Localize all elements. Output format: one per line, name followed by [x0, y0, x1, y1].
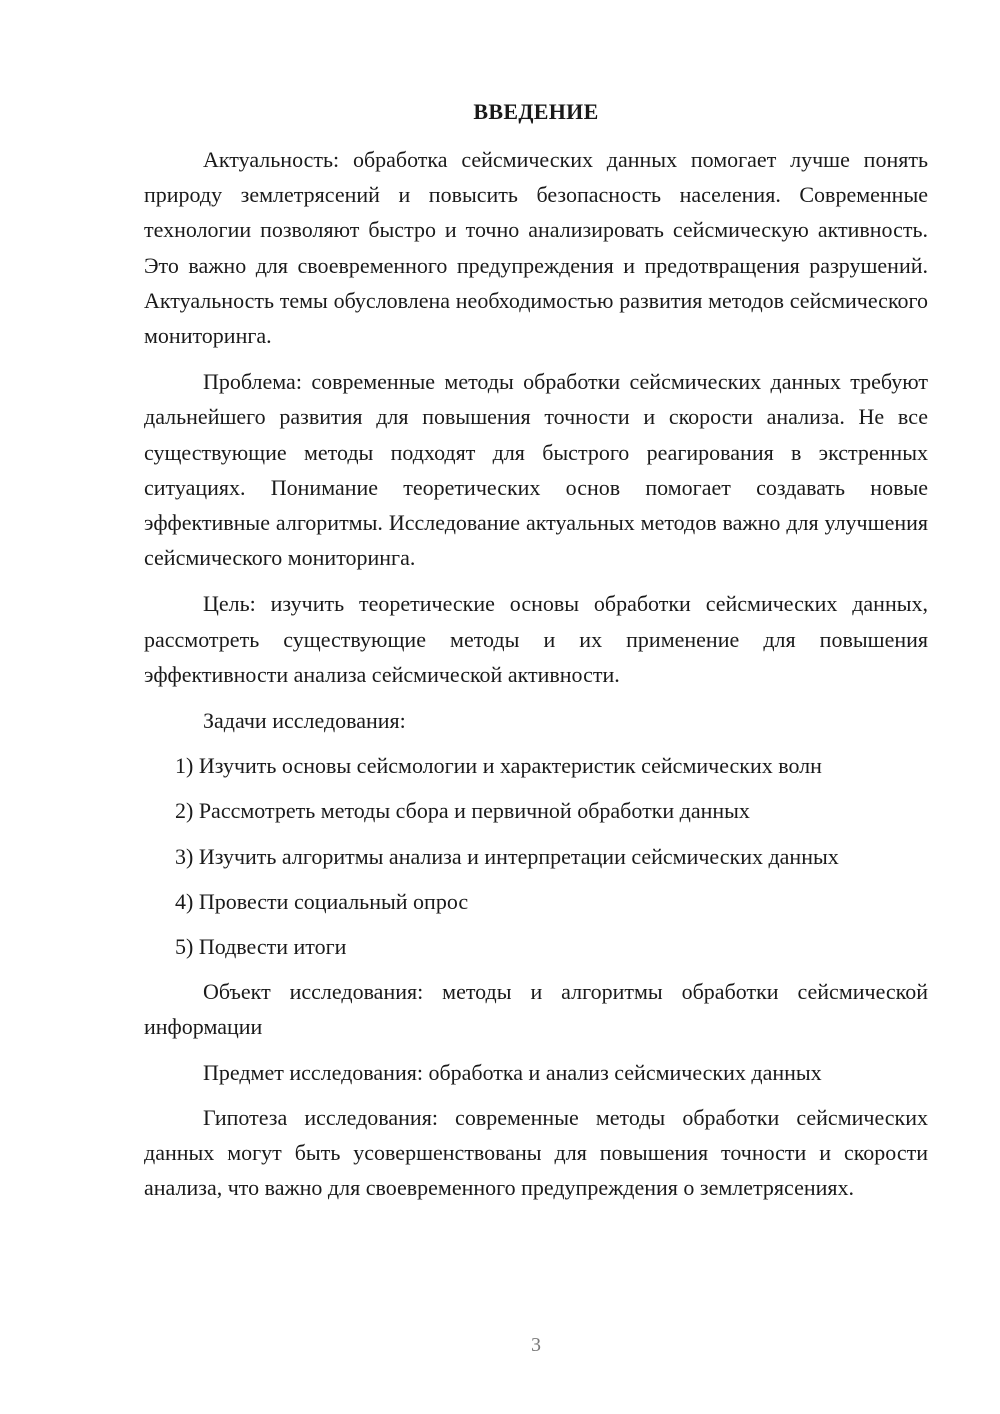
tasks-heading: Задачи исследования: — [203, 708, 406, 734]
paragraph-subject: Предмет исследования: обработка и анализ сейсмических данных — [203, 1059, 822, 1085]
list-item: 5) Подвести итоги — [175, 934, 347, 960]
paragraph-relevance: Актуальность: обработка сейсмических данных помогает лучше понять природу землетрясений и повысить безопасность населения. Современные технологии позволяют быстро и точно анализировать сейсмическую активность. Это важно для своевременного предупреждения и предотвращения разрушений. Актуальность темы обусловлена необходимостью развития методов сейсмического мониторинга. — [144, 147, 928, 349]
paragraph-hypothesis: Гипотеза исследования: современные методы обработки сейсмических данных могут быть усовершенствованы для повышения точности и скорости анализа, что важно для своевременного предупреждения о землетрясениях. — [144, 1104, 928, 1201]
tasks-list — [144, 748, 928, 964]
paragraph-problem: Проблема: современные методы обработки сейсмических данных требуют дальнейшего развития для повышения точности и скорости анализа. Не все существующие методы подходят для быстрого реагирования в экстренных ситуациях. Понимание теоретических основ помогает создавать новые эффективные алгоритмы. Исследование актуальных методов важно для улучшения сейсмического мониторинга. — [144, 369, 928, 571]
list-item: 4) Провести социальный опрос — [175, 888, 469, 914]
list-item: 1) Изучить основы сейсмологии и характеристик сейсмических волн — [175, 753, 822, 779]
paragraph-object: Объект исследования: методы и алгоритмы обработки сейсмической информации — [144, 979, 928, 1040]
list-item: 3) Изучить алгоритмы анализа и интерпретации сейсмических данных — [175, 843, 839, 869]
page-title: ВВЕДЕНИЕ — [473, 99, 599, 124]
paragraph-goal: Цель: изучить теоретические основы обработки сейсмических данных, рассмотреть существующие методы и их применение для повышения эффективности анализа сейсмической активности. — [144, 591, 928, 687]
page-content — [144, 94, 928, 1205]
list-item: 2) Рассмотреть методы сбора и первичной обработки данных — [175, 798, 750, 824]
page-number: 3 — [531, 1334, 541, 1356]
